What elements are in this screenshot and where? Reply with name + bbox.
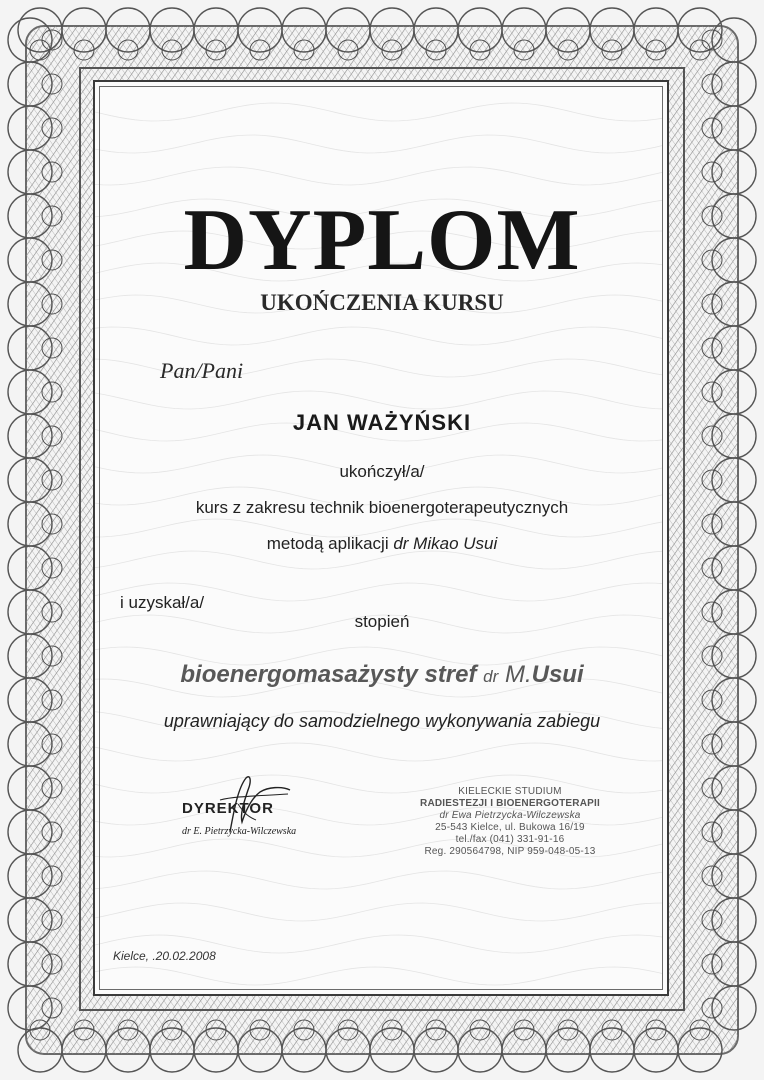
stamp-line-2: RADIESTEZJI I BIOENERGOTERAPII	[420, 798, 600, 809]
stamp-line-3: dr Ewa Pietrzycka-Wilczewska	[439, 810, 581, 821]
stamp-line-1: KIELECKIE STUDIUM	[458, 786, 562, 797]
stamp-line-5: tel./fax (041) 331-91-16	[455, 834, 565, 845]
degree-label: stopień	[354, 612, 410, 631]
permission-text: uprawniający do samodzielnego wykonywania zabiegu	[163, 711, 601, 731]
director-title: DYREKTOR	[182, 800, 274, 817]
diploma-subtitle: UKOŃCZENIA KURSU	[260, 290, 504, 315]
method-line	[0, 534, 764, 554]
stamp-line-4: 25-543 Kielce, ul. Bukowa 16/19	[435, 822, 585, 833]
place-date: Kielce, .20.02.2008	[113, 949, 216, 963]
completed-text: ukończył/a/	[339, 462, 425, 481]
degree-main: bioenergomasażysty stref	[180, 661, 484, 688]
director-name: dr E. Pietrzycka-Wilczewska	[182, 826, 297, 837]
salutation: Pan/Pani	[160, 358, 244, 383]
obtained-text: i uzyskał/a/	[120, 593, 205, 612]
stamp-line-6: Reg. 290564798, NIP 959-048-05-13	[424, 846, 596, 857]
course-text: kurs z zakresu technik bioenergoterapeutycznych	[195, 498, 569, 517]
degree-usui: Usui	[531, 661, 584, 688]
institution-stamp	[405, 786, 615, 858]
diploma-title: DYPLOM	[183, 192, 581, 289]
recipient-name: JAN WAŻYŃSKI	[292, 410, 472, 435]
degree-dr: dr	[483, 667, 499, 686]
method-name: dr Mikao Usui	[393, 534, 498, 553]
method-prefix: metodą aplikacji	[266, 534, 394, 553]
degree-person: M.	[498, 661, 532, 688]
degree-title	[0, 661, 764, 689]
